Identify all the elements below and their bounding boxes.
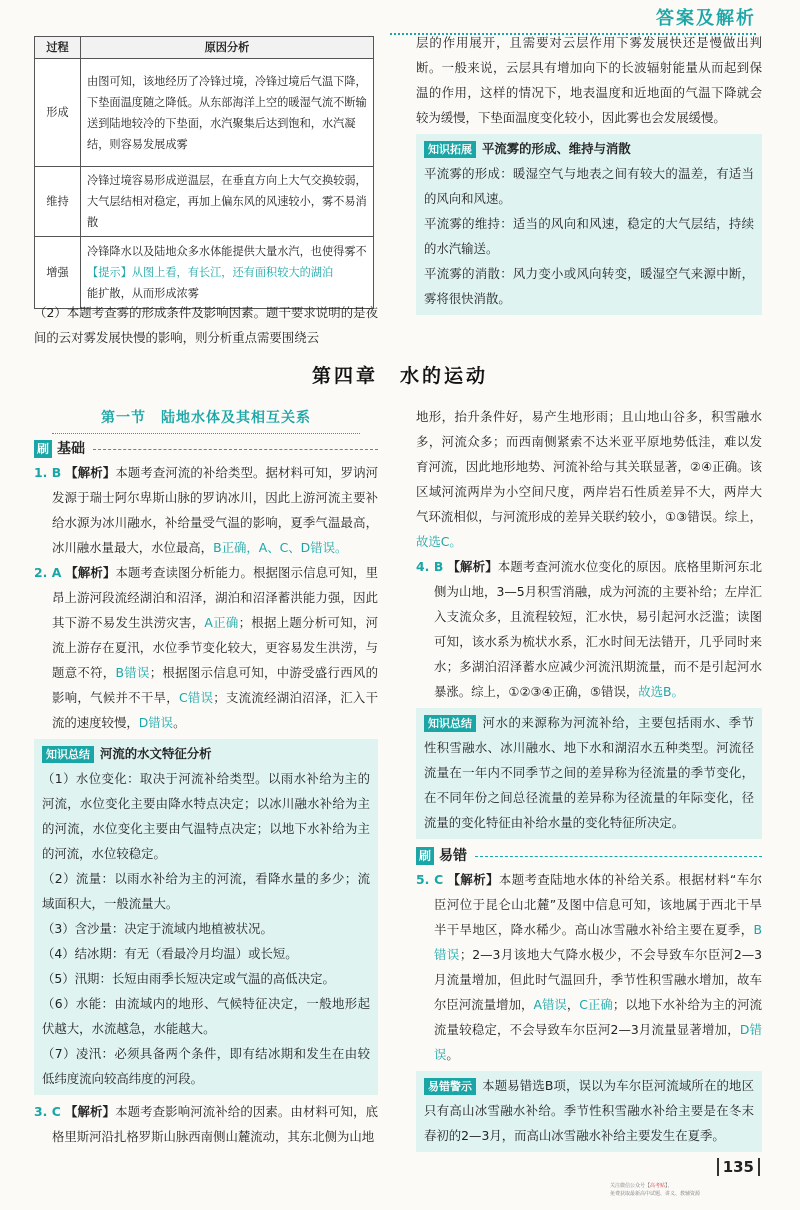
box-item: （7）凌汛：必须具备两个条件，即有结冰期和发生在由较低纬度流向较高纬度的河段。 [42,1046,370,1086]
box-item: （5）汛期：长短由雨季长短决定或气温的高低决定。 [42,971,335,986]
chapter-title: 第四章 水的运动 [311,365,488,387]
question-1 [34,460,378,560]
box-title: 平流雾的形成、维持与消散 [482,141,631,156]
question-number: 4. B [416,559,444,574]
box-title: 河流的水文特征分析 [100,746,212,761]
page-number: 135 [717,1158,760,1176]
answer-text: ；以地下水补给为主的河流流量较稳定，不会导致车尔臣河2—3月流量显著增加， [434,997,763,1037]
table-header-reason: 原因分析 [81,37,374,59]
answer-verdict: A正确 [204,615,239,630]
analysis-tag: 【解析】 [447,559,498,574]
answer-text: 本题考查读图分析能力。根据图示信息可知，里昂上游河段流经湖泊和沼泽，湖泊和沼泽蓄洪能力强，因此其下游不易发生洪涝灾害， [52,565,378,630]
box-text: 本题易错选B项，误以为车尔臣河流域所在的地区只有高山冰雪融水补给。季节性积雪融水补给主要是在冬末春初的2—3月，而高山冰雪融水补给主要发生在夏季。 [424,1078,754,1143]
table-cell-reason: 冷锋过境容易形成逆温层，在垂直方向上大气交换较弱，大气层结相对稳定，再加上偏东风的风速较小，雾不易消散 [81,167,374,237]
question-3 [34,1099,378,1149]
divider [475,856,762,857]
table-cell-stage: 维持 [35,167,81,237]
analysis-tag: 【解析】 [65,565,116,580]
box-item: （2）流量：以雨水补给为主的河流，看降水量的多少；流域面积大，一般流量大。 [42,871,370,911]
answer-text: 本题考查河流水位变化的原因。底格里斯河东北侧为山地，3—5月积雪消融，成为河流的主要补给；左岸汇入支流众多，且流程较短，汇水快，易引起河水泛滥；读图可知，该水系为梳状水系，汇水时间无法错开，几乎同时来水；多湖泊沼泽蓄水应减少河流汛期流量，而不是引起河水暴涨。综上，①②③④正确，⑤错误， [434,559,763,699]
question-3-continued [416,404,762,554]
footer-text: 免费获取最新高中试题、讲义、教辅资源 [610,1191,701,1197]
answer-text: ；2—3月该地大气降水极少，不会导致车尔臣河2—3月流量增加，但此时气温回升，季节性积雪融水增加，故车尔臣河流量增加， [434,947,762,1012]
paragraph: （2）本题考查雾的形成条件及影响因素。题干要求说明的是夜间的云对雾发展快慢的影响，则分析重点需要围绕云 [34,305,378,345]
basic-heading [34,438,378,460]
box-text: 河水的来源称为河流补给，主要包括雨水、季节性积雪融水、冰川融水、地下水和湖沼水五种类型。河流径流量在一年内不同季节之间的差异称为径流量的季节变化，在不同年份之间总径流量的差异称为径流量的年际变化，径流量的变化特征由补给水量的变化特征所决定。 [424,715,754,830]
table-row [35,59,374,167]
table-cell-stage: 形成 [35,59,81,167]
question-5 [416,867,762,1067]
footer-text: 关注微信公众号【 [610,1183,651,1189]
knowledge-summary-box-2 [416,708,762,839]
easy-wrong-label: 易错 [439,847,467,864]
answer-verdict: D错误 [434,1022,762,1062]
answer-text: ；支流流经湖泊沼泽，汇入干流的速度较慢， [52,690,378,730]
question-number: 5. C [416,872,444,887]
answer-verdict: B错误 [434,922,762,962]
basic-label: 基础 [57,440,85,457]
table-row [35,237,374,309]
knowledge-summary-box [34,739,378,1095]
table-tip: 【提示】从图上看，有长江，还有面积较大的湖泊 [87,266,334,279]
easy-wrong-heading [416,845,762,867]
answer-text: 本题考查影响河流补给的因素。由材料可知，底格里斯河沿扎格罗斯山脉西南侧山麓流动，其东北侧为山地 [52,1104,378,1144]
left-top-text [34,300,378,350]
question-number: 1. B [34,465,62,480]
answer-verdict: 故选B。 [638,684,684,699]
answer-text: 。 [173,715,186,730]
question-2 [34,560,378,735]
answer-text: 。 [446,1047,459,1062]
answer-text: 本题考查陆地水体的补给关系。根据材料“车尔臣河位于昆仑山北麓”及图中信息可知，该地属于西北干旱半干旱地区，降水稀少。高山冰雪融水补给主要在夏季， [434,872,762,937]
table-header-process: 过程 [35,37,81,59]
analysis-table [34,36,374,309]
answer-verdict: C正确 [579,997,613,1012]
table-cell-stage: 增强 [35,237,81,309]
analysis-tag: 【解析】 [64,1104,116,1119]
box-item: （3）含沙量：决定于流域内地植被状况。 [42,921,273,936]
box-line: 平流雾的形成：暖湿空气与地表之间有较大的温差，有适当的风向和风速。 [424,166,754,206]
answer-verdict: B错误 [115,665,150,680]
left-bottom-column [34,432,378,1149]
box-line: 平流雾的消散：风力变小或风向转变，暖湿空气来源中断，雾将很快消散。 [424,266,754,306]
divider [93,449,378,450]
header-title: 答案及解析 [656,8,756,29]
error-warning-box [416,1071,762,1152]
footer-note [610,1182,760,1198]
right-bottom-column [416,404,762,1156]
answer-text: 本题考查河流的补给类型。据材料可知，罗讷河发源于瑞士阿尔卑斯山脉的罗讷冰川，因此上游河流主要补给水源为冰川融水，补给量受气温的影响，夏季气温最高，冰川融水量最大，水位最高， [52,465,378,555]
answer-verdict: C错误 [178,690,214,705]
answer-text: ；根据上题分析可知，河流上游存在夏汛，水位季节变化较大，更容易发生洪涝，与题意不符， [52,615,379,680]
answer-verdict: B正确，A、C、D错误。 [213,540,348,555]
analysis-tag: 【解析】 [447,872,499,887]
answer-text: ；根据图示信息可知，中游受盛行西风的影响，气候并不干旱， [52,665,378,705]
brush-icon: 刷 [34,440,52,458]
table-row [35,167,374,237]
table-header-row [35,37,374,59]
answer-text: 地形，抬升条件好，易产生地形雨；且山地山谷多，积雪融水多，河流众多；而西南侧紧索不达米亚平原地势低洼，难以发育河流，因此地形地势、河流补给与其关联显著，②④正确。该区域河流两岸为小空间尺度，两岸岩石性质差异不大，两岸大气环流相似，与河流形成的差异关联约较小，①③错误。综上， [416,409,762,524]
knowledge-summary-badge: 知识总结 [424,715,476,732]
table-cell-reason [81,237,374,309]
table-cell-text: 冷锋降水以及陆地众多水体能提供大量水汽，也使得雾不 [87,245,367,258]
error-warning-badge: 易错警示 [424,1078,476,1095]
right-top-column [416,30,762,319]
box-line: 平流雾的维持：适当的风向和风速，稳定的大气层结，持续的水汽输送。 [424,216,754,256]
answer-verdict: 故选C。 [416,534,462,549]
answer-text: ， [566,997,580,1012]
paragraph: 层的作用展开，且需要对云层作用下雾发展快还是慢做出判断。一般来说，云层具有增加向下的长波辐射能量从而起到保温的作用，这样的情况下，地表温度和近地面的气温下降就会较为缓慢，下垫面温度变化较小，因此雾也会发展缓慢。 [416,35,762,125]
box-item: （6）水能：由流域内的地形、气候特征决定，一般地形起伏越大，水流越急，水能越大。 [42,996,370,1036]
table-cell-text: 能扩散，从而形成浓雾 [87,287,199,300]
knowledge-extension-badge: 知识拓展 [424,141,476,158]
answer-verdict: D错误 [138,715,174,730]
knowledge-extension-box [416,134,762,315]
answer-verdict: A错误 [533,997,567,1012]
box-item: （1）水位变化：取决于河流补给类型。以雨水补给为主的河流，水位变化主要由降水特点决定；以冰川融水补给为主的河流，水位变化主要由气温特点决定；以地下水补给为主的河流，水位较稳定。 [42,771,370,861]
box-item: （4）结冰期：有无（看最冷月均温）或长短。 [42,946,298,961]
analysis-tag: 【解析】 [65,465,116,480]
footer-highlight: 高考贴 [650,1183,666,1189]
brush-icon: 刷 [416,847,434,865]
knowledge-summary-badge: 知识总结 [42,746,94,763]
section-title: 第一节 陆地水体及其相互关系 [34,406,378,434]
table-cell-reason: 由图可知，该地经历了冷锋过境，冷锋过境后气温下降，下垫面温度随之降低。从东部海洋上空的暖湿气流不断输送到陆地较冷的下垫面，水汽聚集后达到饱和，水汽凝结，则容易发展成雾 [81,59,374,167]
question-4 [416,554,762,704]
footer-text: 】， [665,1183,673,1189]
question-number: 2. A [34,565,62,580]
question-number: 3. C [34,1104,61,1119]
